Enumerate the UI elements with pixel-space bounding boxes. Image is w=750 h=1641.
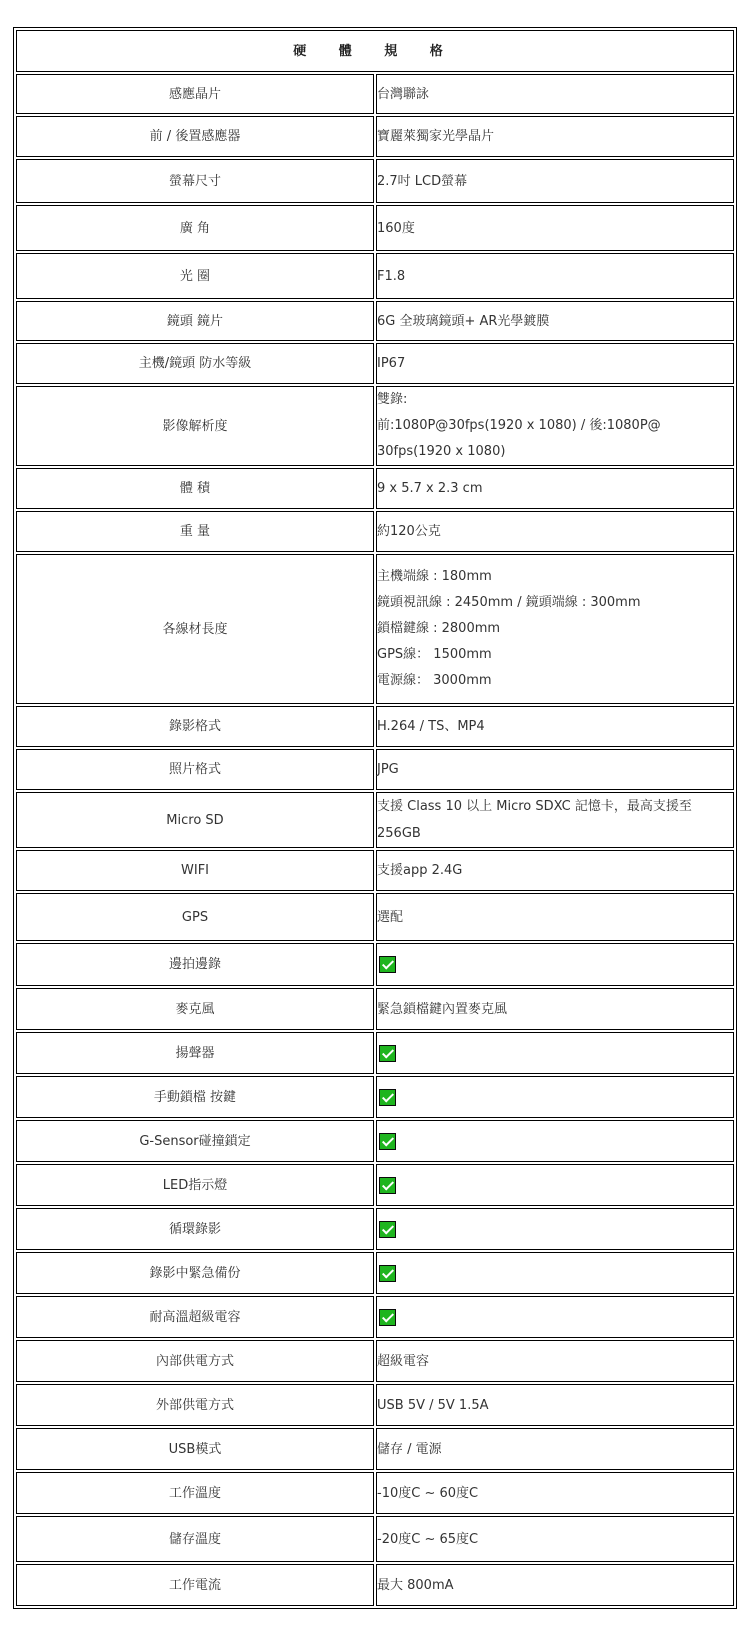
table-title: 硬 體 規 格 [16,30,734,72]
spec-label: 照片格式 [16,749,374,790]
spec-row [16,468,734,509]
spec-label: WIFI [16,850,374,891]
spec-label: Micro SD [16,792,374,848]
spec-label: 主機/鏡頭 防水等級 [16,343,374,384]
spec-row [16,792,734,848]
spec-value-line: 雙錄: [377,392,408,407]
spec-row [16,943,734,986]
spec-label: 廣 角 [16,205,374,251]
spec-value [376,1032,734,1074]
spec-row [16,706,734,747]
spec-label: 外部供電方式 [16,1384,374,1426]
spec-row [16,386,734,466]
spec-value: JPG [376,749,734,790]
spec-row [16,749,734,790]
spec-row [16,1032,734,1074]
spec-value: F1.8 [376,253,734,299]
spec-value: 最大 800mA [376,1564,734,1606]
spec-value-line: 電源線： 3000mm [377,673,492,688]
spec-row [16,1164,734,1206]
spec-value-line: 鎖檔鍵線 : 2800mm [377,621,501,636]
spec-label: USB模式 [16,1428,374,1470]
checkmark-icon [379,956,396,973]
spec-label: 儲存溫度 [16,1516,374,1562]
spec-row [16,1472,734,1514]
spec-value: 9 x 5.7 x 2.3 cm [376,468,734,509]
spec-label: 手動鎖檔 按鍵 [16,1076,374,1118]
spec-label: 前 / 後置感應器 [16,116,374,157]
spec-value-line: 鏡頭視訊線 : 2450mm / 鏡頭端線 : 300mm [377,595,641,610]
spec-value [376,554,734,704]
spec-label: 體 積 [16,468,374,509]
spec-value: IP67 [376,343,734,384]
spec-label: LED指示燈 [16,1164,374,1206]
spec-row [16,511,734,552]
spec-row [16,850,734,891]
spec-value: USB 5V / 5V 1.5A [376,1384,734,1426]
checkmark-icon [379,1133,396,1150]
spec-row [16,1428,734,1470]
spec-value: 台灣聯詠 [376,74,734,114]
spec-value-line: 主機端線 : 180mm [377,569,492,584]
spec-value: 2.7吋 LCD螢幕 [376,159,734,203]
spec-label: 工作電流 [16,1564,374,1606]
spec-value: 6G 全玻璃鏡頭+ AR光學鍍膜 [376,301,734,341]
spec-row [16,301,734,341]
spec-label: 耐高溫超級電容 [16,1296,374,1338]
checkmark-icon [379,1177,396,1194]
spec-row [16,1296,734,1338]
spec-value [376,1296,734,1338]
spec-value [376,1164,734,1206]
spec-label: 各線材長度 [16,554,374,704]
spec-value-line: 前:1080P@30fps(1920 x 1080) / 後:1080P@ 30fps(1920 x 1080) [377,418,661,459]
spec-value: H.264 / TS、MP4 [376,706,734,747]
spec-value: 超級電容 [376,1340,734,1382]
spec-row [16,343,734,384]
spec-label: 錄影中緊急備份 [16,1252,374,1294]
spec-row [16,116,734,157]
spec-value: 儲存 / 電源 [376,1428,734,1470]
spec-table [13,27,737,1609]
spec-row [16,1208,734,1250]
spec-row [16,1340,734,1382]
spec-label: G-Sensor碰撞鎖定 [16,1120,374,1162]
spec-value: -20度C ~ 65度C [376,1516,734,1562]
spec-label: 感應晶片 [16,74,374,114]
spec-value: 寶麗萊獨家光學晶片 [376,116,734,157]
spec-label: 鏡頭 鏡片 [16,301,374,341]
spec-value: 約120公克 [376,511,734,552]
spec-row [16,1384,734,1426]
spec-label: 影像解析度 [16,386,374,466]
spec-label: 錄影格式 [16,706,374,747]
spec-label: 重 量 [16,511,374,552]
spec-value [376,943,734,986]
spec-row [16,1120,734,1162]
spec-row [16,1252,734,1294]
spec-sheet [13,27,737,1609]
spec-row [16,159,734,203]
spec-value [376,1252,734,1294]
checkmark-icon [379,1265,396,1282]
spec-row [16,1076,734,1118]
spec-row [16,253,734,299]
spec-value-line: GPS線： 1500mm [377,647,492,662]
spec-value: 支援app 2.4G [376,850,734,891]
spec-value [376,1208,734,1250]
spec-row [16,1516,734,1562]
spec-row [16,988,734,1030]
spec-value [376,386,734,466]
spec-value: -10度C ~ 60度C [376,1472,734,1514]
spec-label: 麥克風 [16,988,374,1030]
spec-label: 光 圈 [16,253,374,299]
checkmark-icon [379,1221,396,1238]
spec-value: 緊急鎖檔鍵內置麥克風 [376,988,734,1030]
spec-label: 揚聲器 [16,1032,374,1074]
checkmark-icon [379,1309,396,1326]
spec-value [376,1120,734,1162]
spec-value [376,1076,734,1118]
checkmark-icon [379,1089,396,1106]
spec-value: 160度 [376,205,734,251]
spec-value: 選配 [376,893,734,941]
spec-label: GPS [16,893,374,941]
spec-row [16,893,734,941]
spec-label: 工作溫度 [16,1472,374,1514]
spec-label: 內部供電方式 [16,1340,374,1382]
spec-row [16,554,734,704]
spec-label: 邊拍邊錄 [16,943,374,986]
spec-value: 支援 Class 10 以上 Micro SDXC 記憶卡，最高支援至256GB [376,792,734,848]
spec-label: 螢幕尺寸 [16,159,374,203]
spec-row [16,205,734,251]
title-row [16,30,734,72]
checkmark-icon [379,1045,396,1062]
spec-label: 循環錄影 [16,1208,374,1250]
spec-row [16,74,734,114]
spec-row [16,1564,734,1606]
